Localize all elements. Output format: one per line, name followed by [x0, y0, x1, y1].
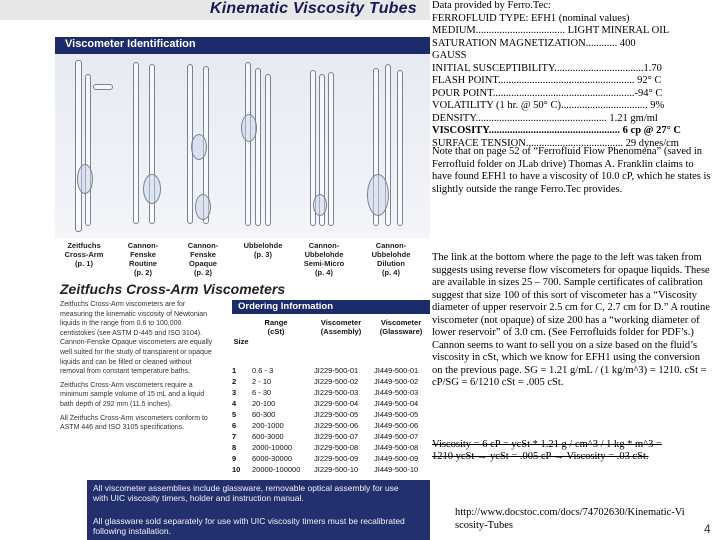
description-line: minimum sample volume of 15 mL and a liquid [60, 391, 205, 399]
viscometer-bulb-illustration [367, 174, 389, 216]
caption-name: Cannon-Ubbelohde Semi-Micro [303, 241, 345, 268]
table-cell: 2 - 10 [252, 377, 272, 386]
table-cell: 2000-10000 [252, 443, 293, 452]
description-line: Cannon-Fenske Opaque viscometers are equally [60, 339, 213, 347]
source-link[interactable]: http://www.docstoc.com/docs/74702630/Kinematic-Viscosity-Tubes [455, 507, 685, 531]
viscometer-tube-illustration [245, 62, 251, 226]
spec-line: MEDIUM.................................. LIGHT MINERAL OIL [432, 25, 670, 36]
viscometer-photo [55, 54, 430, 238]
table-cell: 600-3000 [252, 432, 284, 441]
table-cell: JI229-500-08 [314, 443, 359, 452]
caption-name: Ubbelohde [243, 241, 283, 250]
spec-line: FERROFLUID TYPE: EFH1 (nominal values) [432, 12, 630, 24]
caption-name: Cannon-Ubbelohde Dilution [371, 241, 411, 268]
table-row [232, 399, 430, 410]
spec-line: GAUSS [432, 50, 467, 61]
table-cell: JI229-500-10 [314, 465, 359, 474]
description-line: Zeitfuchs Cross-Arm viscometers require a [60, 381, 193, 389]
header-assembly: Viscometer (Assembly) [320, 318, 362, 336]
table-cell: 6000-30000 [252, 454, 293, 463]
description-line: liquids and can be filled or cleaned without [60, 358, 192, 366]
table-cell: 6 [232, 421, 237, 430]
ordering-header [232, 300, 430, 314]
footer-line: All glassware sold separately for use with UIC viscosity timers must be recalibrated [93, 516, 405, 526]
caption-page: (p. 1) [75, 259, 93, 268]
caption-name: Zeitfuchs Cross-Arm [64, 241, 104, 259]
table-cell: 3 [232, 388, 237, 397]
description-line: All Zeitfuchs Cross-Arm viscometers conform to [60, 414, 208, 422]
viscometer-tube-illustration [75, 60, 82, 232]
caption-name: Cannon-Fenske Opaque [187, 241, 219, 268]
table-cell: JI229-500-09 [314, 454, 359, 463]
viscometer-bulb-illustration [143, 174, 161, 204]
note-paragraph: Note that on page 52 of “Ferrofluid Flow Phenomena” (saved in Ferrofluid folder on JLab drive) Thomas A. Franklin claims to have found EFH1 to have a viscosity of 10.0 cP, which he states is slightly outside the range Ferro.Tec provides. [432, 146, 711, 195]
description-line: liquids in the range from 0.6 to 100,000 [60, 320, 182, 328]
table-row [232, 443, 430, 454]
table-row [232, 377, 430, 388]
caption-semi-micro [296, 241, 352, 277]
viscometer-tube-illustration [265, 74, 271, 226]
viscometer-tube-illustration [85, 74, 91, 226]
caption-dilution [360, 241, 422, 277]
footer-line: with UIC viscosity timers, holder and instruction manual. [93, 493, 304, 503]
header-size: Size [233, 337, 249, 346]
description-line: Zeitfuchs Cross-Arm viscometers are for [60, 301, 186, 308]
table-row [232, 410, 430, 421]
table-cell: 2 [232, 377, 237, 386]
table-cell: 1 [232, 366, 237, 375]
table-row [232, 421, 430, 432]
identification-header [55, 37, 430, 54]
spec-line: VOLATILITY (1 hr. @ 50° C)................................. 9% [432, 100, 665, 111]
viscometer-tube-illustration [93, 84, 113, 90]
caption-cannon-fenske-opaque [178, 241, 228, 277]
table-cell: JI449-500-01 [374, 366, 419, 375]
spec-line-viscosity: VISCOSITY.................................................. 6 cp @ 27° C [432, 125, 681, 136]
spec-line: SATURATION MAGNETIZATION............ 400 [432, 37, 636, 49]
description-line: removal from constant temperature baths. [60, 368, 190, 376]
spec-line: Data provided by Ferro.Tec: [432, 0, 551, 11]
viscometer-tube-illustration [133, 62, 139, 224]
caption-page: (p. 4) [382, 268, 400, 277]
table-cell: 10 [232, 465, 241, 474]
caption-cannon-fenske-routine [118, 241, 168, 277]
viscometer-bulb-illustration [195, 194, 211, 220]
description-line: well suited for the study of transparent or opaque [60, 348, 212, 356]
zeitfuchs-subheading: Zeitfuchs Cross-Arm Viscometers [60, 281, 286, 297]
table-cell: JI229-500-02 [314, 377, 359, 386]
catalog-title-bar [0, 0, 430, 20]
table-cell: JI449-500-09 [374, 454, 419, 463]
table-cell: JI449-500-10 [374, 465, 419, 474]
table-cell: JI449-500-04 [374, 399, 419, 408]
table-cell: 60-300 [252, 410, 276, 419]
description-line: centistokes (see ASTM D-445 and ISO 3104). [60, 329, 203, 337]
description-line: measuring the kinematic viscosity of Newtonian [60, 310, 208, 318]
table-cell: JI449-500-03 [374, 388, 419, 397]
table-cell: JI229-500-04 [314, 399, 359, 408]
table-cell: 6 - 30 [252, 388, 272, 397]
table-cell: 9 [232, 454, 237, 463]
viscometer-tube-illustration [328, 72, 334, 226]
identification-heading: Viscometer Identification [65, 38, 196, 50]
footer-note-box [87, 480, 430, 540]
caption-name: Cannon-Fenske Routine [127, 241, 159, 268]
notes-panel [432, 0, 720, 540]
table-cell: JI449-500-05 [374, 410, 419, 419]
viscometer-tube-illustration [255, 68, 261, 226]
caption-page: (p. 3) [254, 250, 272, 259]
table-cell: 20000-100000 [252, 465, 301, 474]
caption-page: (p. 4) [315, 268, 333, 277]
table-cell: JI229-500-03 [314, 388, 359, 397]
struck-calculation-line: 1210 ycSt → ycSt = .005 cP → Viscosity = .03 cSt. [432, 451, 649, 462]
spec-line: POUR POINT......................................................-94° C [432, 87, 663, 99]
ordering-heading: Ordering Information [238, 301, 333, 312]
zeitfuchs-description [60, 300, 230, 433]
footer-line: following installation. [93, 526, 171, 536]
viscometer-bulb-illustration [77, 164, 93, 194]
spec-line: INITIAL SUSCEPTIBILITY..................................1.70 [432, 62, 662, 74]
table-cell: JI229-500-06 [314, 421, 359, 430]
table-cell: JI449-500-06 [374, 421, 419, 430]
table-cell: 4 [232, 399, 237, 408]
table-cell: JI229-500-01 [314, 366, 359, 375]
struck-calculation-line: Viscosity = 6 cP = ycSt * 1.21 g / cm^3 / 1 kg * m^3 = [432, 439, 662, 450]
viscometer-tube-illustration [397, 70, 403, 226]
table-cell: JI449-500-02 [374, 377, 419, 386]
catalog-title: Kinematic Viscosity Tubes [210, 0, 417, 17]
caption-page: (p. 2) [194, 268, 212, 277]
table-cell: 200-1000 [252, 421, 284, 430]
description-line: ASTM 446 and ISO 3105 specifications. [60, 424, 185, 432]
viscometer-bulb-illustration [191, 134, 207, 160]
caption-page: (p. 2) [134, 268, 152, 277]
table-row [232, 454, 430, 465]
spec-line: FLASH POINT.................................................... 92° C [432, 75, 662, 86]
table-cell: 8 [232, 443, 237, 452]
link-paragraph: The link at the bottom where the page to the left was taken from suggests using reverse flow viscometers for opaque liquids. These are available in sizes 25 – 700. Sample certificates of calibration suggest that size 100 of this sort of viscometer has a “Viscosity diameter of upper reservoir 2.5 cm for C, 2.7 cm for D.” A routine viscometer (not opaque) of size 200 has a “working diameter of lower reservoir” of 3.0 cm. (See Ferrofluids folder for PDF’s.) Cannon seems to want to sell you on a size based on the fluid’s viscosity in cSt, which we know for EFH1 using the conversion on the previous page. SG = 1.21 g/mL / (1 kg/m^3) = 1210. cSt = cP/SG = 6/1210 cSt = .005 cSt. [432, 252, 710, 388]
description-line: bath depth of 292 mm (11.5 inches). [60, 400, 172, 408]
viscometer-bulb-illustration [313, 194, 327, 216]
spec-line: SURFACE TENSION..................................... 29 dynes/cm [432, 137, 679, 149]
table-cell: JI449-500-08 [374, 443, 419, 452]
viscometer-bulb-illustration [241, 114, 257, 142]
table-cell: 0.6 - 3 [252, 366, 274, 375]
table-cell: 5 [232, 410, 237, 419]
table-cell: 7 [232, 432, 237, 441]
spec-line: DENSITY.................................................. 1.21 gm/ml [432, 112, 658, 124]
page-number: 4 [704, 522, 711, 536]
table-cell: JI449-500-07 [374, 432, 419, 441]
header-glassware: Viscometer (Glassware) [379, 318, 423, 336]
table-cell: 20-100 [252, 399, 276, 408]
caption-ubbelohde [238, 241, 288, 259]
footer-line: All viscometer assemblies include glassware, removable optical assembly for use [93, 483, 399, 493]
caption-zeitfuchs [58, 241, 110, 268]
table-row [232, 432, 430, 443]
table-cell: JI229-500-07 [314, 432, 359, 441]
table-row [232, 366, 430, 377]
header-range: Range (cSt) [264, 318, 288, 336]
table-row [232, 388, 430, 399]
table-cell: JI229-500-05 [314, 410, 359, 419]
table-row [232, 465, 430, 476]
